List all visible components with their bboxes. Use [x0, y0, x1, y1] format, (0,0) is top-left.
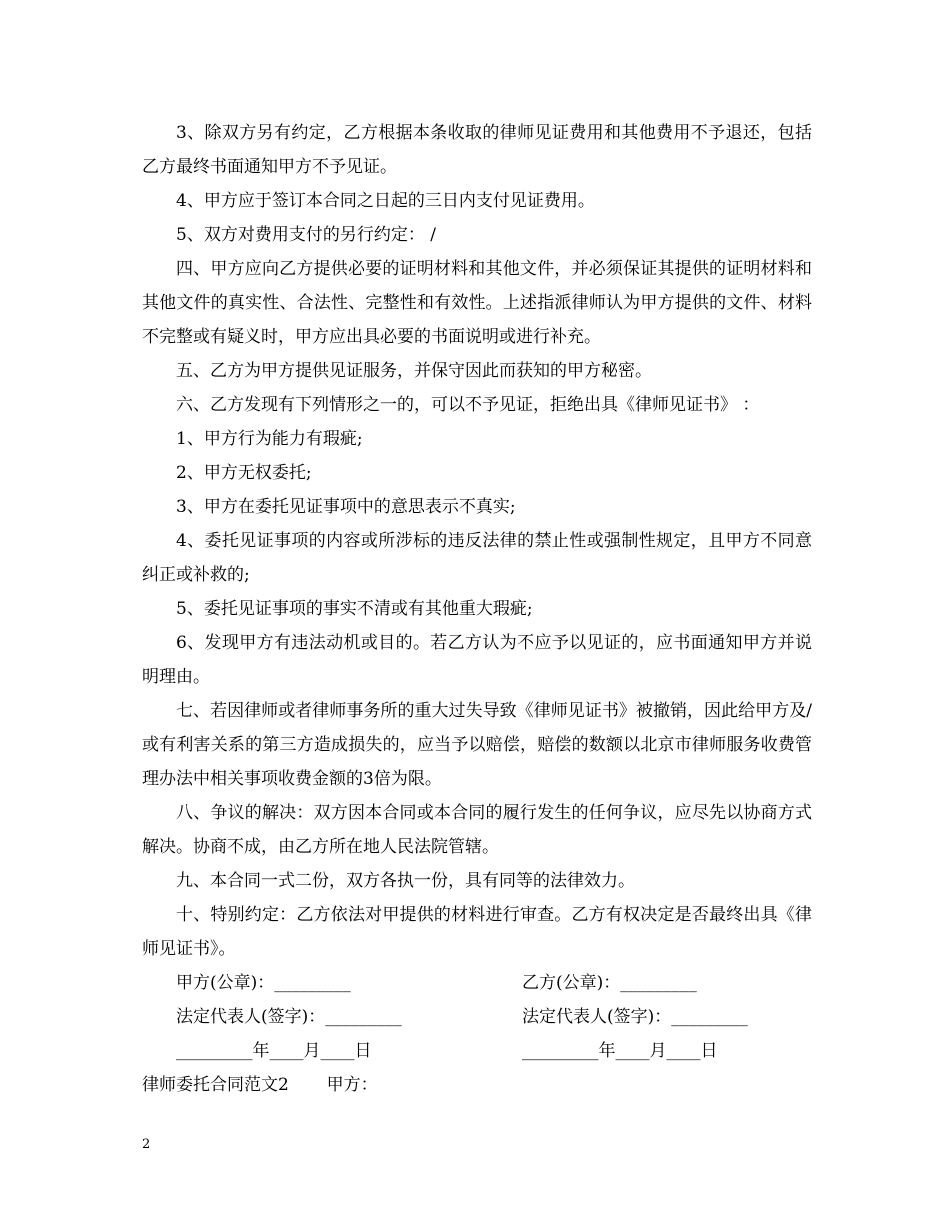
section-8-dispute: 八、争议的解决：双方因本合同或本合同的履行发生的任何争议，应尽先以协商方式解决。协商不成，由乙方所在地人民法院管辖。 [142, 803, 812, 857]
party-b-representative: 法定代表人(签字)：_________ [522, 1007, 748, 1027]
refusal-item-4: 4、委托见证事项的内容或所涉标的违反法律的禁止性或强制性规定，且甲方不同意纠正或补救的; [142, 531, 812, 585]
refusal-item-2: 2、甲方无权委托; [176, 463, 312, 483]
refusal-item-1: 1、甲方行为能力有瑕疵; [176, 429, 363, 449]
next-section-heading: 律师委托合同范文2 甲方： [142, 1075, 378, 1095]
section-9-copies: 九、本合同一式二份，双方各执一份，具有同等的法律效力。 [176, 871, 635, 891]
refusal-item-3: 3、甲方在委托见证事项中的意思表示不真实; [176, 497, 516, 517]
section-5-confidentiality: 五、乙方为甲方提供见证服务，并保守因此而获知的甲方秘密。 [176, 361, 652, 381]
section-6-refusal: 六、乙方发现有下列情形之一的，可以不予见证，拒绝出具《律师见证书》 ： [176, 395, 760, 415]
clause-4-payment-deadline: 4、甲方应于签订本合同之日起的三日内支付见证费用。 [176, 191, 595, 211]
party-b-date: _________年____月____日 [522, 1041, 718, 1061]
party-a-seal: 甲方(公章)：_________ [176, 973, 351, 993]
clause-5-other-payment: 5、双方对费用支付的另行约定： / [176, 225, 436, 245]
party-b-seal: 乙方(公章)：_________ [522, 973, 697, 993]
party-a-date: _________年____月____日 [176, 1041, 372, 1061]
clause-3-refund: 3、除双方另有约定，乙方根据本条收取的律师见证费用和其他费用不予退还，包括乙方最终书面通知甲方不予见证。 [142, 123, 812, 177]
refusal-item-6: 6、发现甲方有违法动机或目的。若乙方认为不应予以见证的，应书面通知甲方并说明理由。 [142, 633, 812, 687]
page-number: 2 [142, 1137, 151, 1152]
section-4-materials: 四、甲方应向乙方提供必要的证明材料和其他文件，并必须保证其提供的证明材料和其他文件的真实性、合法性、完整性和有效性。上述指派律师认为甲方提供的文件、材料不完整或有疑义时，甲方应出具必要的书面说明或进行补充。 [142, 259, 812, 347]
signature-row-representative [142, 1000, 812, 1034]
refusal-item-5: 5、委托见证事项的事实不清或有其他重大瑕疵; [176, 599, 533, 619]
document-body [142, 116, 812, 1102]
section-7-liability: 七、若因律师或者律师事务所的重大过失导致《律师见证书》被撤销，因此给甲方及/或有利害关系的第三方造成损失的，应当予以赔偿，赔偿的数额以北京市律师服务收费管理办法中相关事项收费金额的3倍为限。 [142, 701, 812, 789]
party-a-representative: 法定代表人(签字)：_________ [176, 1007, 402, 1027]
signature-row-date [142, 1034, 812, 1068]
section-10-special: 十、特别约定：乙方依法对甲提供的材料进行审查。乙方有权决定是否最终出具《律师见证书》。 [142, 905, 812, 959]
signature-row-seal [142, 966, 812, 1000]
